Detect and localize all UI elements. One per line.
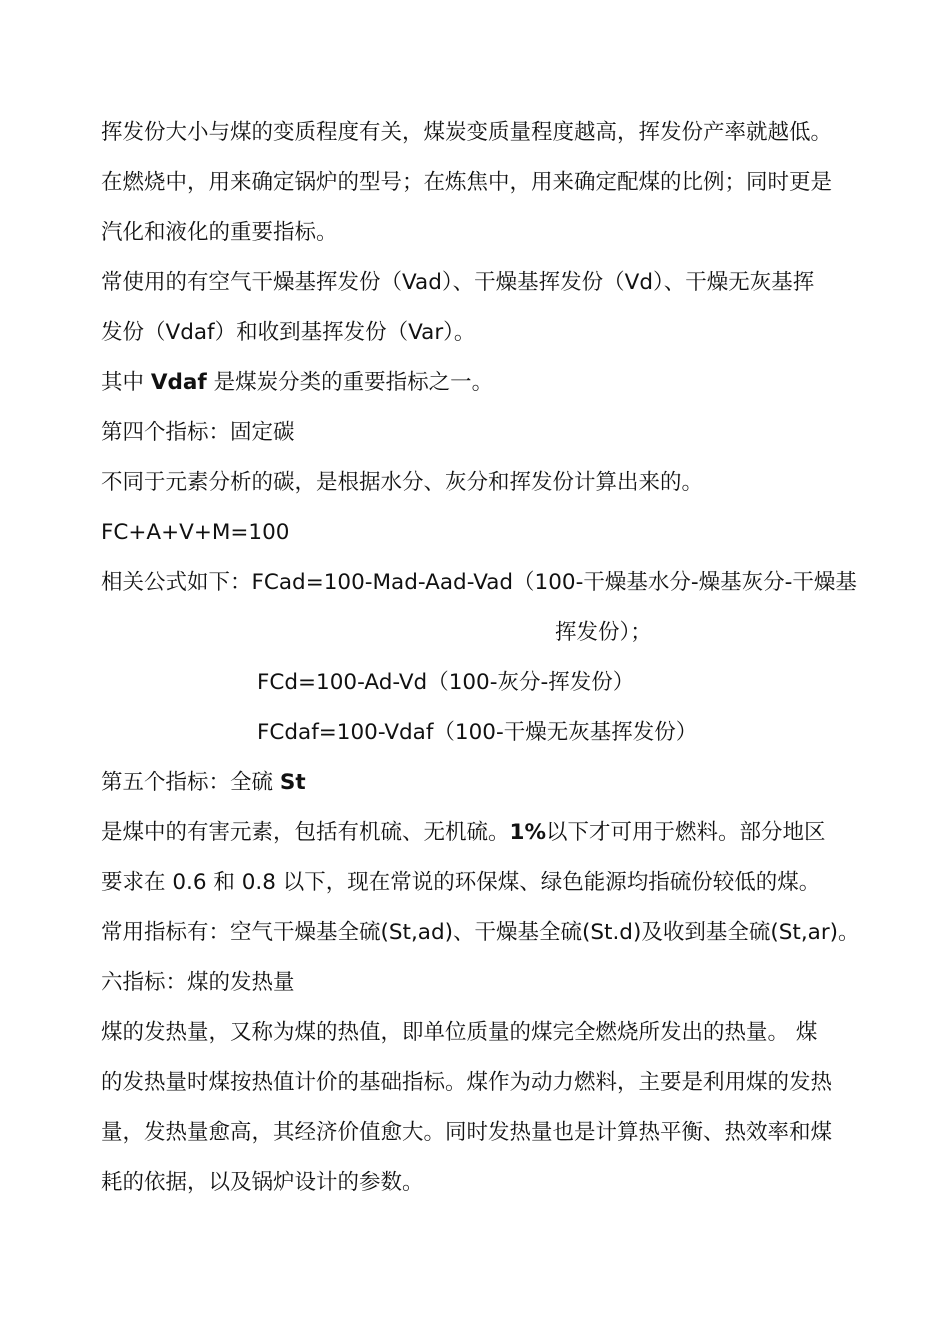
text-span: 其中 (101, 370, 151, 395)
formula-line-fcdaf: FCdaf=100-Vdaf（100-干燥无灰基挥发份） (257, 720, 698, 745)
paragraph-line: 发份（Vdaf）和收到基挥发份（Var）。 (101, 320, 476, 345)
bold-term-st: St (279, 770, 306, 795)
text-span: 以下才可用于燃料。部分地区 (546, 820, 826, 845)
formula-line: FC+A+V+M=100 (101, 520, 290, 545)
paragraph-line: 不同于元素分析的碳，是根据水分、灰分和挥发份计算出来的。 (101, 470, 704, 495)
paragraph-line: 常用指标有：空气干燥基全硫(St,ad)、干燥基全硫(St.d)及收到基全硫(St,ar)。 (101, 920, 860, 945)
paragraph-line: 煤的发热量，又称为煤的热值，即单位质量的煤完全燃烧所发出的热量。 煤 (101, 1020, 818, 1045)
section-heading-total-sulfur (101, 768, 911, 798)
paragraph-line: 常使用的有空气干燥基挥发份（Vad）、干燥基挥发份（Vd）、干燥无灰基挥 (101, 270, 815, 295)
paragraph-line: 在燃烧中，用来确定锅炉的型号；在炼焦中，用来确定配煤的比例；同时更是 (101, 170, 833, 195)
paragraph-line-vdaf (101, 368, 911, 398)
paragraph-line: 要求在 0.6 和 0.8 以下，现在常说的环保煤、绿色能源均指硫份较低的煤。 (101, 870, 821, 895)
section-heading-fixed-carbon: 第四个指标：固定碳 (101, 420, 295, 445)
section-heading-heat-value: 六指标：煤的发热量 (101, 970, 295, 995)
paragraph-line: 量，发热量愈高，其经济价值愈大。同时发热量也是计算热平衡、热效率和煤 (101, 1120, 833, 1145)
paragraph-line: 的发热量时煤按热值计价的基础指标。煤作为动力燃料，主要是利用煤的发热 (101, 1070, 833, 1095)
text-span: 是煤炭分类的重要指标之一。 (206, 370, 494, 395)
text-span: 第五个指标：全硫 (101, 770, 280, 795)
paragraph-line: 汽化和液化的重要指标。 (101, 220, 338, 245)
formula-line-fcd: FCd=100-Ad-Vd（100-灰分-挥发份） (257, 670, 635, 695)
bold-term-percent: 1% (509, 820, 547, 845)
formula-line: 相关公式如下：FCad=100-Mad-Aad-Vad（100-干燥基水分-燥基灰分-干燥基 (101, 570, 857, 595)
text-span: 是煤中的有害元素，包括有机硫、无机硫。 (101, 820, 510, 845)
formula-continuation: 挥发份）； (555, 620, 652, 645)
bold-term-vdaf: Vdaf (150, 370, 207, 395)
paragraph-line: 耗的依据，以及锅炉设计的参数。 (101, 1170, 424, 1195)
paragraph-line-sulfur (101, 818, 911, 848)
paragraph-line: 挥发份大小与煤的变质程度有关，煤炭变质量程度越高，挥发份产率就越低。 (101, 120, 833, 145)
